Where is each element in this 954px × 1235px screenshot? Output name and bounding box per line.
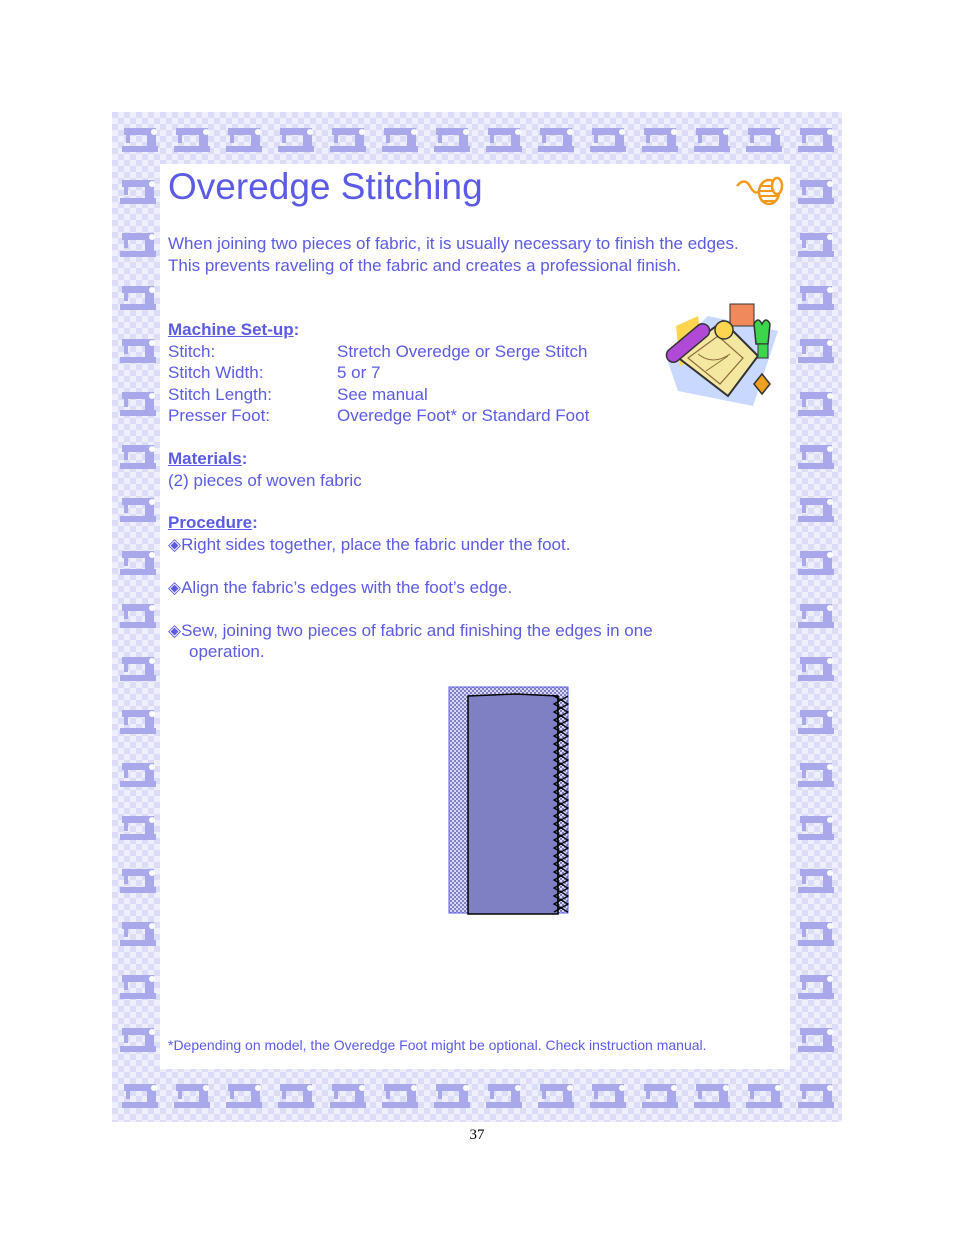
- sewing-machine-icon: [640, 1080, 680, 1110]
- setup-label: Stitch Width:: [168, 363, 264, 382]
- sewing-machine-icon: [796, 547, 836, 577]
- sewing-machine-icon: [118, 388, 158, 418]
- sewing-machine-icon: [744, 124, 784, 154]
- procedure-step-2: ◈Align the fabric’s edges with the foot’s edge.: [168, 577, 513, 597]
- sewing-machine-icon: [796, 759, 836, 789]
- footnote: *Depending on model, the Overedge Foot might be optional. Check instruction manual.: [168, 1037, 707, 1053]
- materials-section: [168, 448, 362, 491]
- sewing-machine-icon: [224, 1080, 264, 1110]
- sewing-machine-icon: [640, 124, 680, 154]
- sewing-machine-icon: [118, 547, 158, 577]
- sewing-machine-icon: [118, 653, 158, 683]
- sewing-machine-icon: [692, 1080, 732, 1110]
- sewing-machine-icon: [328, 1080, 368, 1110]
- sewing-machine-icon: [118, 335, 158, 365]
- sewing-machine-icon: [484, 124, 524, 154]
- machine-setup-heading: Machine Set-up:: [168, 320, 300, 339]
- diamond-bullet-icon: ◈: [168, 620, 182, 640]
- sewing-machine-icon: [380, 124, 420, 154]
- sewing-machine-icon: [118, 759, 158, 789]
- materials-item: (2) pieces of woven fabric: [168, 470, 362, 490]
- setup-value: 5 or 7: [337, 363, 381, 382]
- sewing-machine-icon: [118, 229, 158, 259]
- materials-heading: Materials:: [168, 449, 248, 468]
- setup-value: Stretch Overedge or Serge Stitch: [337, 341, 588, 361]
- sewing-machine-icon: [588, 124, 628, 154]
- sewing-machine-icon: [172, 1080, 212, 1110]
- setup-row: [168, 405, 589, 427]
- sewing-machine-icon: [536, 124, 576, 154]
- sewing-machine-icon: [118, 176, 158, 206]
- sewing-machine-icon: [328, 124, 368, 154]
- sewing-machine-icon: [380, 1080, 420, 1110]
- sewing-machine-icon: [796, 335, 836, 365]
- sewing-machine-icon: [118, 600, 158, 630]
- sewing-machine-icon: [118, 282, 158, 312]
- procedure-step-3: ◈Sew, joining two pieces of fabric and finishing the edges in one operation.: [168, 620, 653, 661]
- sewing-machine-icon: [796, 229, 836, 259]
- machine-setup-section: [168, 319, 589, 427]
- procedure-step-1: ◈Right sides together, place the fabric under the foot.: [168, 534, 571, 554]
- sewing-machine-icon: [172, 124, 212, 154]
- procedure-section: [168, 512, 728, 663]
- sewing-machine-icon: [224, 124, 264, 154]
- sewing-machine-icon: [118, 971, 158, 1001]
- sewing-machine-icon: [796, 1080, 836, 1110]
- diamond-bullet-icon: ◈: [168, 577, 182, 597]
- sewing-machine-icon: [796, 388, 836, 418]
- setup-value: Overedge Foot* or Standard Foot: [337, 406, 590, 425]
- sewing-machine-icon: [118, 812, 158, 842]
- sewing-machine-icon: [120, 1080, 160, 1110]
- sewing-pattern-clipart-icon: [658, 296, 780, 411]
- sewing-machine-icon: [796, 865, 836, 895]
- sewing-machine-icon: [118, 441, 158, 471]
- page-title: Overedge Stitching: [168, 166, 483, 207]
- border-top: [114, 124, 842, 154]
- sewing-machine-icon: [432, 1080, 472, 1110]
- setup-value: See manual: [337, 384, 428, 404]
- setup-row: [168, 384, 589, 406]
- border-bottom: [114, 1080, 842, 1110]
- sewing-machine-icon: [796, 812, 836, 842]
- sewing-machine-icon: [796, 706, 836, 736]
- fabric-overedge-diagram: [448, 686, 572, 918]
- sewing-machine-icon: [118, 918, 158, 948]
- setup-row: [168, 341, 589, 363]
- sewing-machine-icon: [588, 1080, 628, 1110]
- sewing-machine-icon: [536, 1080, 576, 1110]
- border-left: [118, 164, 158, 1065]
- procedure-heading: Procedure:: [168, 513, 258, 532]
- sewing-machine-icon: [796, 176, 836, 206]
- sewing-machine-icon: [796, 600, 836, 630]
- setup-label: Stitch Length:: [168, 384, 272, 404]
- setup-table: [168, 341, 589, 427]
- diamond-bullet-icon: ◈: [168, 534, 182, 554]
- sewing-machine-icon: [796, 494, 836, 524]
- sewing-machine-icon: [796, 124, 836, 154]
- intro-paragraph: When joining two pieces of fabric, it is usually necessary to finish the edges. This prevents raveling of the fabric and creates a professional finish.: [168, 234, 739, 275]
- sewing-machine-icon: [744, 1080, 784, 1110]
- sewing-machine-icon: [276, 1080, 316, 1110]
- sewing-machine-icon: [118, 706, 158, 736]
- sewing-machine-icon: [432, 124, 472, 154]
- sewing-machine-icon: [796, 653, 836, 683]
- setup-label: Presser Foot:: [168, 406, 271, 425]
- sewing-machine-icon: [796, 971, 836, 1001]
- sewing-machine-icon: [796, 918, 836, 948]
- sewing-machine-icon: [276, 124, 316, 154]
- sewing-machine-icon: [120, 124, 160, 154]
- sewing-machine-icon: [692, 124, 732, 154]
- setup-row: [168, 362, 589, 384]
- setup-label: Stitch:: [168, 341, 216, 361]
- page-number: 37: [469, 1127, 485, 1143]
- sewing-machine-icon: [796, 1024, 836, 1054]
- sewing-machine-icon: [118, 494, 158, 524]
- sewing-machine-icon: [796, 282, 836, 312]
- sewing-machine-icon: [118, 865, 158, 895]
- sewing-machine-icon: [484, 1080, 524, 1110]
- thread-spool-icon: [735, 172, 785, 212]
- sewing-machine-icon: [118, 1024, 158, 1054]
- border-right: [796, 164, 836, 1065]
- sewing-machine-icon: [796, 441, 836, 471]
